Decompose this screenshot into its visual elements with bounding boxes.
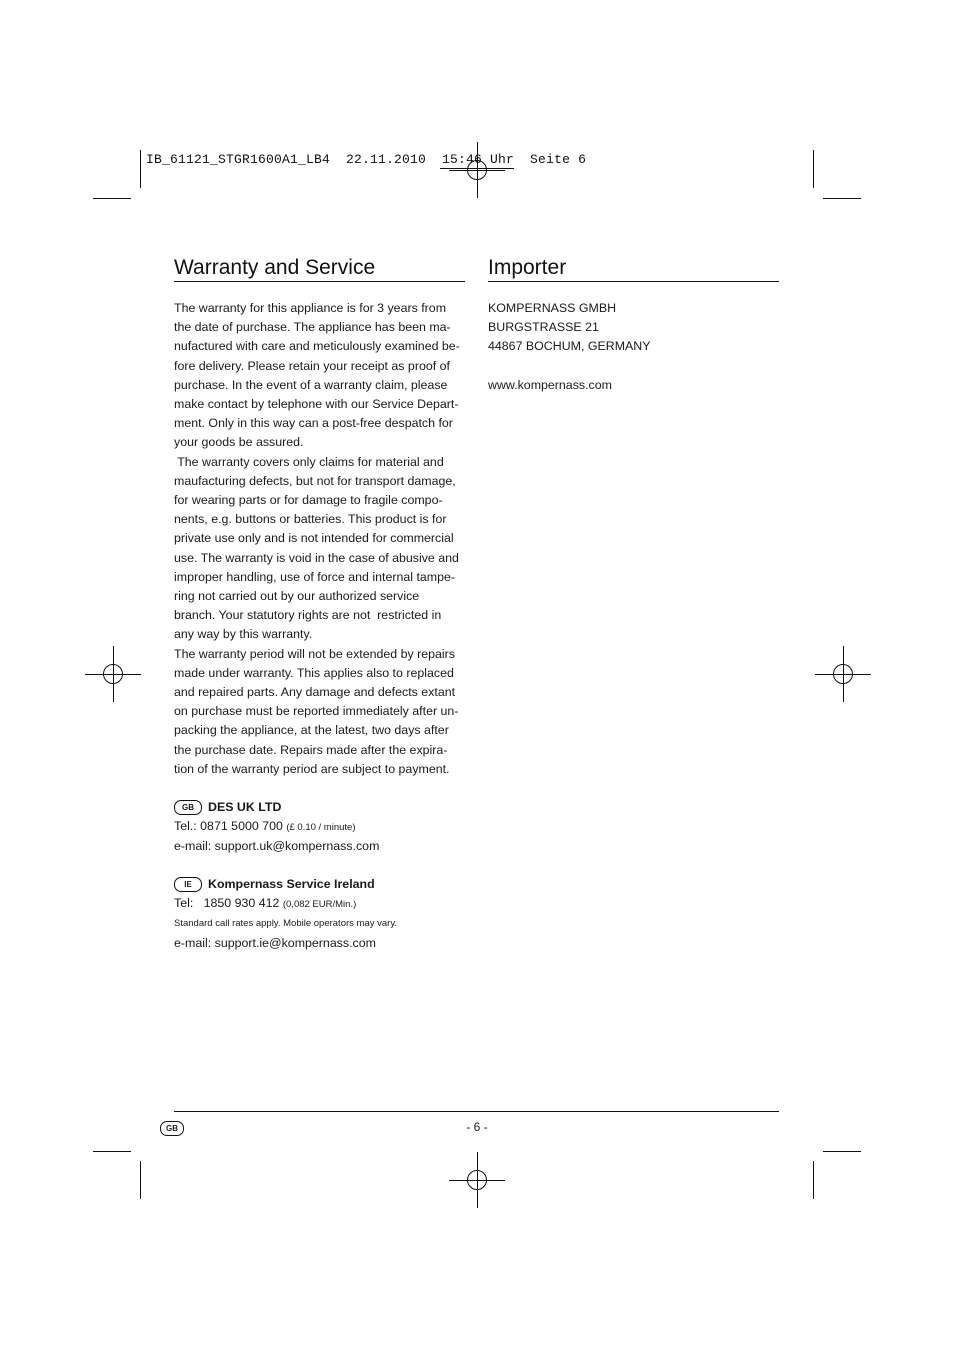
warranty-text-line: improper handling, use of force and internal tampe- [174, 569, 456, 584]
warranty-heading: Warranty and Service [174, 256, 376, 279]
importer-address-line: BURGSTRASSE 21 [488, 320, 599, 335]
warranty-text-line: ring not carried out by our authorized service [174, 589, 420, 604]
contact-ie-note: Standard call rates apply. Mobile operators may vary. [174, 918, 397, 930]
warranty-text-line: any way by this warranty. [174, 627, 313, 642]
registration-mark-icon [467, 1170, 487, 1190]
gb-language-badge-icon: GB [160, 1121, 184, 1136]
importer-address-line: KOMPERNASS GMBH [488, 301, 617, 315]
warranty-text-line: make contact by telephone with our Service Depart- [174, 397, 459, 412]
crop-mark [823, 1151, 861, 1152]
warranty-text-line: for wearing parts or for damage to fragile compo- [174, 493, 443, 508]
importer-heading: Importer [488, 256, 567, 279]
warranty-text-line: private use only and is not intended for commercial [174, 531, 454, 546]
contact-gb-tel: Tel.: 0871 5000 700 [174, 819, 283, 834]
contact-ie-email: e-mail: support.ie@kompernass.com [174, 935, 376, 950]
warranty-text-line: The warranty for this appliance is for 3 years from [174, 301, 447, 315]
importer-address [488, 299, 778, 395]
warranty-text-line: and repaired parts. Any damage and defects extant [174, 685, 456, 700]
crop-mark [140, 150, 141, 188]
warranty-text-line: nufactured with care and meticulously examined be- [174, 339, 460, 354]
warranty-text-line: the purchase date. Repairs made after the expira- [174, 742, 448, 757]
warranty-text-line: packing the appliance, at the latest, two days after [174, 723, 449, 738]
warranty-text-line: your goods be assured. [174, 435, 304, 450]
crop-mark [813, 150, 814, 188]
registration-mark-icon [103, 664, 123, 684]
warranty-text-line: branch. Your statutory rights are not restricted in [174, 608, 442, 623]
crop-mark [93, 1151, 131, 1152]
warranty-text-line: fore delivery. Please retain your receipt as proof of [174, 358, 450, 373]
warranty-heading-rule [174, 281, 465, 282]
contact-gb-name: DES UK LTD [208, 800, 282, 814]
warranty-text-line: use. The warranty is void in the case of abusive and [174, 550, 459, 565]
warranty-text-line: the date of purchase. The appliance has been ma- [174, 320, 451, 335]
slug-underline [440, 168, 514, 169]
warranty-text-line: The warranty covers only claims for material and [174, 454, 444, 469]
warranty-text-line: tion of the warranty period are subject to payment. [174, 761, 450, 776]
warranty-text-line: made under warranty. This applies also to replaced [174, 665, 454, 680]
warranty-text-line: on purchase must be reported immediately after un- [174, 704, 459, 719]
gb-badge-icon: GB [174, 800, 202, 815]
registration-mark-icon [833, 664, 853, 684]
crop-mark [813, 1161, 814, 1199]
ie-badge-icon: IE [174, 877, 202, 892]
contact-ie-rate: (0,082 EUR/Min.) [282, 899, 357, 911]
warranty-text [174, 299, 468, 779]
crop-mark [823, 198, 861, 199]
importer-heading-rule [488, 281, 779, 282]
crop-mark [93, 198, 131, 199]
contact-gb-email: e-mail: support.uk@kompernass.com [174, 839, 380, 854]
warranty-text-line: nents, e.g. buttons or batteries. This product is for [174, 512, 447, 527]
contact-ie-tel: Tel: 1850 930 412 [174, 896, 280, 911]
importer-address-line: 44867 BOCHUM, GERMANY [488, 339, 651, 354]
warranty-text-line: ment. Only in this way can a post-free despatch for [174, 416, 453, 431]
footer-rule [174, 1111, 779, 1112]
importer-website-link[interactable]: www.kompernass.com [488, 377, 612, 392]
page-number: - 6 - [466, 1120, 488, 1134]
warranty-text-line: The warranty period will not be extended by repairs [174, 646, 456, 661]
crop-mark [140, 1161, 141, 1199]
warranty-text-line: purchase. In the event of a warranty claim, please [174, 377, 448, 392]
contact-gb [174, 798, 379, 857]
contact-gb-rate: (£ 0.10 / minute) [286, 822, 356, 834]
print-slug-line: IB_61121_STGR1600A1_LB4 22.11.2010 15:46 Uhr Seite 6 [146, 152, 587, 167]
contact-ie [174, 875, 397, 953]
warranty-text-line: maufacturing defects, but not for transport damage, [174, 473, 456, 488]
contact-ie-name: Kompernass Service Ireland [208, 877, 375, 891]
